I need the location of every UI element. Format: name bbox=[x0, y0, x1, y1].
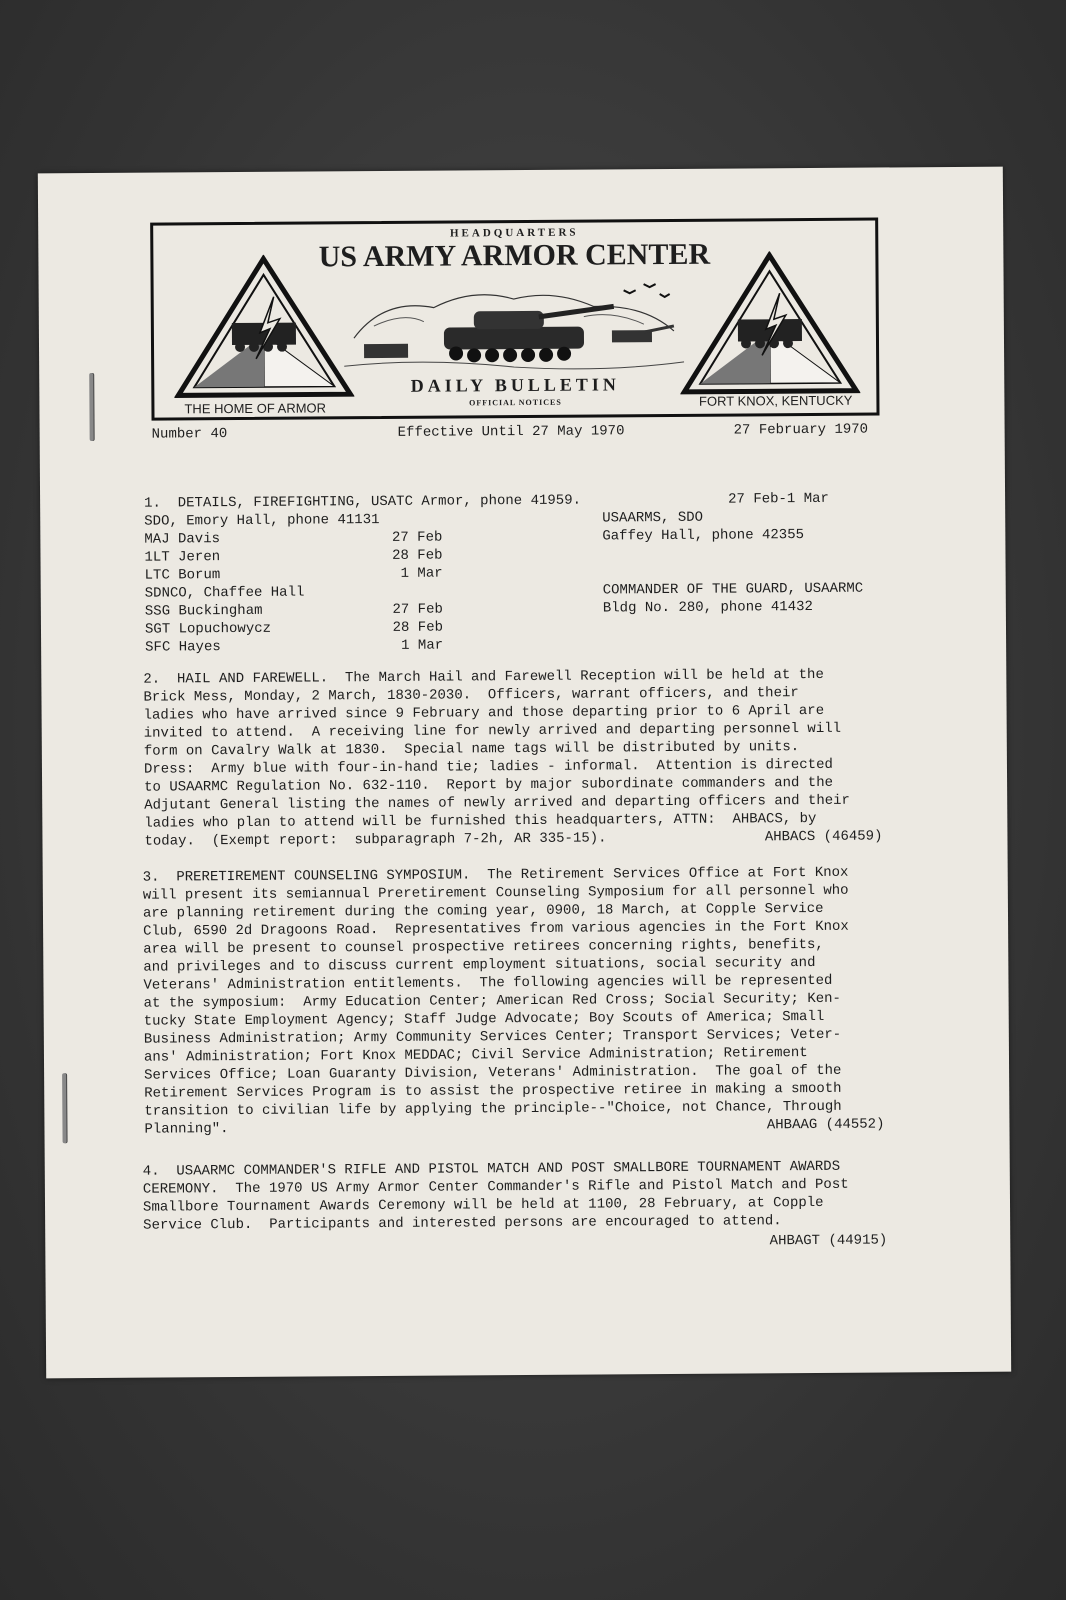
masthead-title: US ARMY ARMOR CENTER bbox=[318, 237, 711, 274]
paragraph-line: ladies who plan to attend will be furnished this headquarters, ATTN: AHBACS, by bbox=[144, 810, 817, 832]
masthead bbox=[150, 218, 879, 421]
staple-bottom bbox=[62, 1073, 66, 1143]
paragraph-line: today. (Exempt report: subparagraph 7-2h, AR 335-15). bbox=[144, 830, 607, 850]
paragraph-line: 2. HAIL AND FAREWELL. The March Hail and Farewell Reception will be held at the bbox=[143, 666, 824, 688]
paragraph-line: will present its semiannual Preretirement Counseling Symposium for all personnel who bbox=[142, 882, 849, 904]
item1-usaarms: USAARMS, SDO bbox=[602, 509, 704, 527]
item1-date-range: 27 Feb-1 Mar bbox=[728, 490, 829, 508]
paragraph-line: invited to attend. A receiving line for newly arrived and departing personnel will bbox=[143, 720, 842, 742]
item1-sdo: SDO, Emory Hall, phone 41131 bbox=[144, 512, 380, 530]
paragraph-line: Retirement Services Program is to assist the prospective retiree in making a smooth bbox=[144, 1080, 842, 1102]
paragraph-line: to USAARMC Regulation No. 632-110. Report by major subordinate commanders and the bbox=[144, 774, 834, 796]
staple-top bbox=[89, 373, 93, 441]
paragraph-line: Smallbore Tournament Awards Ceremony will be held at 1100, 28 February, at Copple bbox=[142, 1194, 824, 1216]
paragraph-line: Services Office; Loan Guaranty Division, Veterans' Administration. The goal of the bbox=[144, 1062, 842, 1084]
home-of-armor-caption: THE HOME OF ARMOR bbox=[184, 400, 327, 417]
paragraph-line: Planning". bbox=[144, 1121, 229, 1138]
bulletin-title: DAILY BULLETIN bbox=[410, 374, 620, 396]
item4-reference: AHBAGT (44915) bbox=[769, 1232, 888, 1250]
effective-until: Effective Until 27 May 1970 bbox=[397, 423, 625, 441]
duty-date: 1 Mar bbox=[400, 565, 443, 582]
paragraph-line: Club, 6590 2d Dragoons Road. Representatives from various agencies in the Fort Knox bbox=[143, 918, 849, 940]
paragraph-line: CEREMONY. The 1970 US Army Armor Center Commander's Rifle and Pistol Match and Post bbox=[142, 1176, 849, 1198]
duty-name: SGT Lopuchowycz bbox=[144, 620, 272, 638]
bulletin-date: 27 February 1970 bbox=[733, 421, 869, 439]
duty-date: 27 Feb bbox=[392, 601, 443, 618]
paragraph-line: Adjutant General listing the names of newly arrived and departing officers and their bbox=[144, 792, 850, 814]
paragraph-line: transition to civilian life by applying the principle--"Choice, not Chance, Through bbox=[144, 1098, 842, 1120]
item1-bldg: Bldg No. 280, phone 41432 bbox=[602, 598, 813, 617]
paragraph-line: ladies who have arrived since 9 February and those departing prior to 6 April are bbox=[143, 702, 825, 724]
paragraph-line: 3. PRERETIREMENT COUNSELING SYMPOSIUM. The Retirement Services Office at Fort Knox bbox=[142, 864, 849, 886]
item1-guard: COMMANDER OF THE GUARD, USAARMC bbox=[602, 580, 864, 599]
duty-date: 1 Mar bbox=[401, 637, 444, 654]
official-notices-label: OFFICIAL NOTICES bbox=[469, 397, 562, 408]
item3-reference: AHBAAG (44552) bbox=[766, 1116, 885, 1134]
headquarters-label: HEADQUARTERS bbox=[449, 226, 579, 240]
paragraph-line: form on Cavalry Walk at 1830. Special name tags will be distributed by units. bbox=[143, 739, 800, 760]
fort-knox-caption: FORT KNOX, KENTUCKY bbox=[698, 392, 853, 409]
item1-heading: 1. DETAILS, FIREFIGHTING, USATC Armor, phone 41959. bbox=[144, 492, 582, 512]
paragraph-line: tucky State Employment Agency; Staff Judge Advocate; Boy Scouts of America; Small bbox=[143, 1008, 825, 1030]
bulletin-page bbox=[38, 167, 1011, 1379]
paragraph-line: 4. USAARMC COMMANDER'S RIFLE AND PISTOL MATCH AND POST SMALLBORE TOURNAMENT AWARDS bbox=[142, 1158, 841, 1180]
item1-sdnco: SDNCO, Chaffee Hall bbox=[144, 584, 305, 602]
duty-name: LTC Borum bbox=[144, 567, 221, 584]
paragraph-line: Dress: Army blue with four-in-hand tie; ladies - informal. Attention is directed bbox=[143, 756, 833, 778]
duty-date: 27 Feb bbox=[391, 529, 443, 546]
paragraph-line: Veterans' Administration entitlements. The following agencies will be represented bbox=[143, 972, 833, 994]
paragraph-line: Business Administration; Army Community Services Center; Transport Services; Veter- bbox=[143, 1026, 842, 1048]
bulletin-number: Number 40 bbox=[151, 426, 228, 443]
paragraph-line: at the symposium: Army Education Center; American Red Cross; Social Security; Ken- bbox=[143, 990, 841, 1012]
paragraph-line: are planning retirement during the coming year, 0900, 18 March, at Copple Service bbox=[142, 900, 824, 922]
duty-date: 28 Feb bbox=[392, 619, 444, 636]
paragraph-line: Brick Mess, Monday, 2 March, 1830-2030. Officers, warrant officers, and their bbox=[143, 685, 799, 706]
paragraph-line: ans' Administration; Fort Knox MEDDAC; Civil Service Administration; Retirement bbox=[143, 1045, 808, 1066]
item1-gaffey: Gaffey Hall, phone 42355 bbox=[602, 527, 805, 545]
paragraph-line: Service Club. Participants and interested persons are encouraged to attend. bbox=[143, 1213, 782, 1234]
paragraph-line: and privileges and to discuss current employment situations, social security and bbox=[143, 954, 816, 976]
duty-name: SSG Buckingham bbox=[144, 602, 263, 620]
duty-name: SFC Hayes bbox=[145, 639, 221, 656]
duty-name: MAJ Davis bbox=[144, 531, 221, 548]
paragraph-line: area will be present to counsel prospective retirees concerning rights, benefits, bbox=[143, 936, 824, 958]
tank-illustration-icon bbox=[344, 276, 685, 374]
duty-name: 1LT Jeren bbox=[144, 549, 221, 566]
item2-reference: AHBACS (46459) bbox=[764, 828, 883, 846]
duty-date: 28 Feb bbox=[392, 547, 443, 564]
